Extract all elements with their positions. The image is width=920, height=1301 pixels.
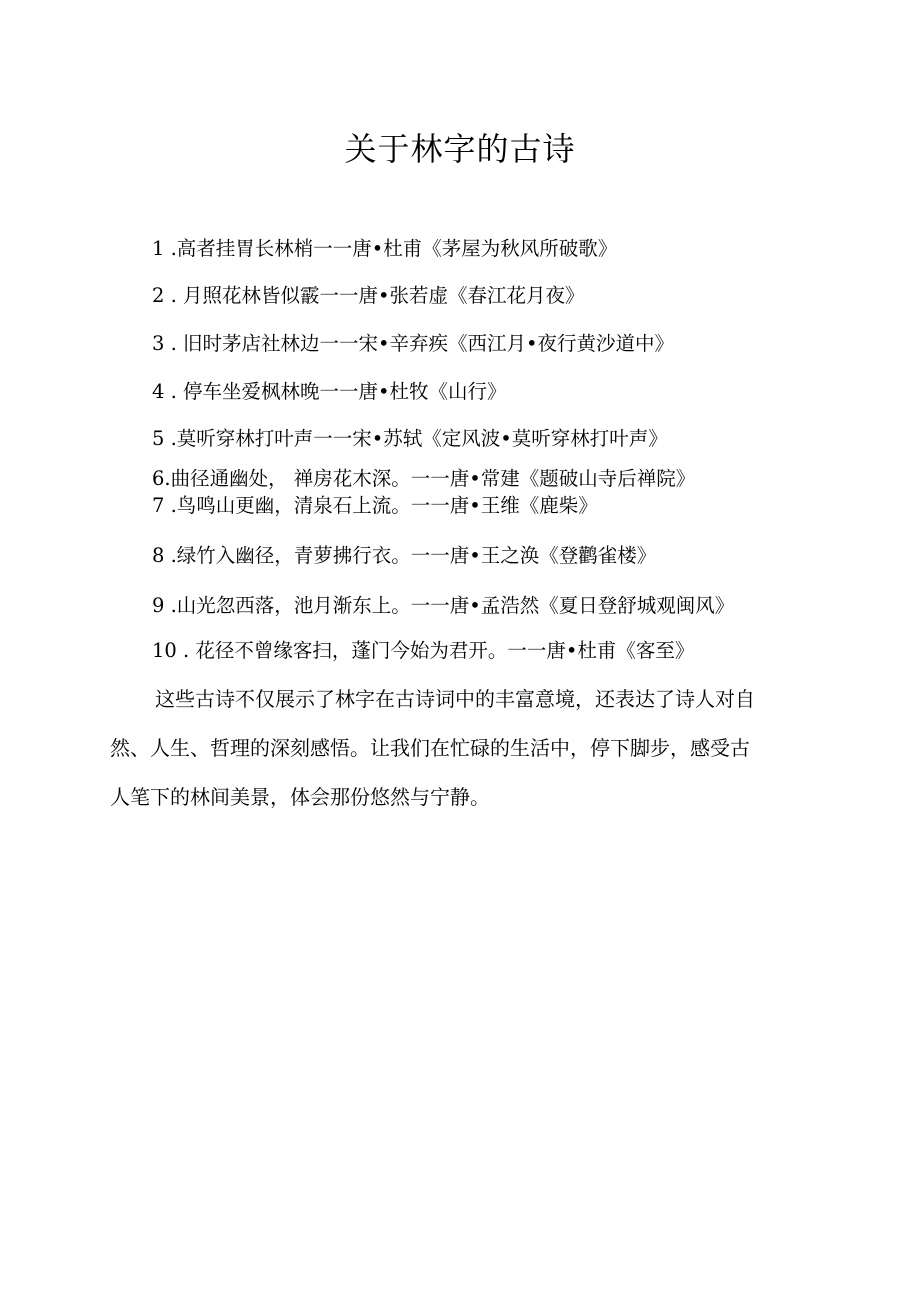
poem-line-1: 1 .高者挂胃长林梢一一唐•杜甫《茅屋为秋风所破歌》	[152, 237, 618, 260]
poem-line-6: 6.曲径通幽处， 禅房花木深。一一唐•常建《题破山寺后禅院》	[152, 467, 696, 490]
poem-line-4: 4 . 停车坐爱枫林晚一一唐•杜牧《山行》	[152, 380, 507, 403]
conclusion-line-1: 这些古诗不仅展示了林字在古诗词中的丰富意境，还表达了诗人对自	[155, 687, 755, 711]
page-title: 关于林字的古诗	[344, 130, 576, 168]
poem-line-2: 2 . 月照花林皆似霰一一唐•张若虚《春江花月夜》	[152, 284, 585, 307]
conclusion-line-2: 然、人生、哲理的深刻感悟。让我们在忙碌的生活中，停下脚步，感受古	[110, 736, 750, 760]
poem-line-5: 5 .莫听穿林打叶声一一宋•苏轼《定风波•莫听穿林打叶声》	[152, 427, 668, 450]
poem-line-7: 7 .鸟鸣山更幽，清泉石上流。一一唐•王维《鹿柴》	[152, 494, 598, 517]
poem-line-10: 10 . 花径不曾缘客扫，蓬门今始为君开。一一唐•杜甫《客至》	[152, 639, 695, 662]
poem-line-9: 9 .山光忽西落，池月渐东上。一一唐•孟浩然《夏日登舒城观闽风》	[152, 594, 735, 617]
conclusion-line-3: 人笔下的林间美景，体会那份悠然与宁静。	[110, 785, 490, 809]
poem-line-8: 8 .绿竹入幽径，青萝拂行衣。一一唐•王之涣《登鹳雀楼》	[152, 544, 657, 567]
poem-line-3: 3 . 旧时茅店社林边一一宋•辛弃疾《西江月•夜行黄沙道中》	[152, 332, 675, 355]
